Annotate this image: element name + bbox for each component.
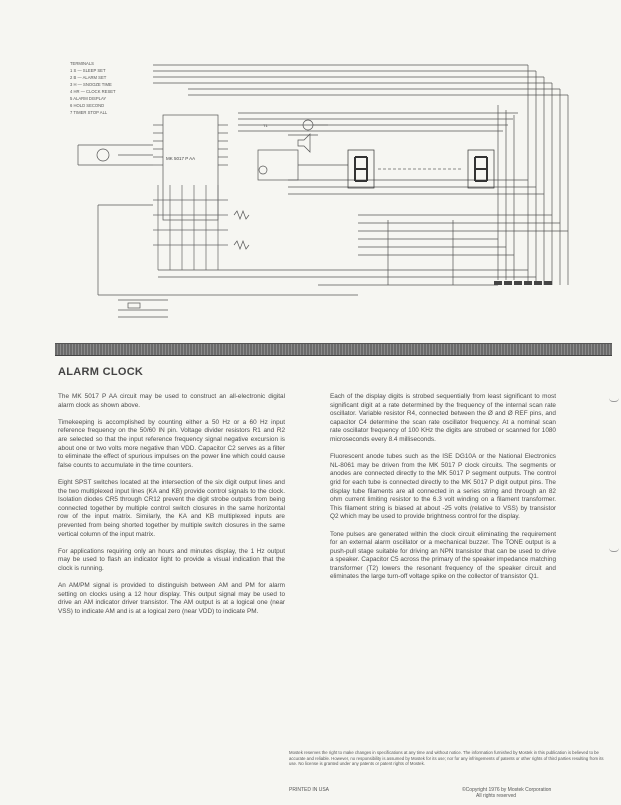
legend-item: 6 HOLD SECOND [70, 103, 105, 108]
left-text-column [58, 393, 285, 625]
legend-item: 2 B — ALARM SET [70, 75, 107, 80]
schematic-legend [70, 60, 190, 116]
section-divider-band [55, 343, 612, 356]
copyright-line: All rights reserved [476, 793, 517, 799]
right-text-column [330, 393, 556, 591]
legend-item: 5 ALARM DISPLAY [70, 96, 107, 101]
legal-notice: Mostek reserves the right to make changes in specifications at any time and without notice. The information furnished by Mostek in this publication is believed to be accurate and reliable. However, no responsibility is assumed by Mostek for its use; nor for any infringements of patents or other rights of third parties resulting from its use. No license is granted under any patents or patent rights of Mostek. [289, 750, 604, 767]
legend-item: 1 S — SLEEP SET [70, 68, 106, 73]
paragraph: The MK 5017 P AA circuit may be used to construct an all-electronic digital alarm clock as shown above. [58, 393, 285, 409]
paragraph: Each of the display digits is strobed sequentially from least significant to most significant digit at a rate determined by the frequency of the internal scan rate oscillator. Variable resistor R4, connected between the Ø and Ø REF pins, and capacitor C4 determine the scan rate oscillator frequency. At a nominal scan rate oscillator frequency of 100 KHz the digits are strobed or scanned for 1080 microseconds every 8.4 milliseconds. [330, 393, 556, 443]
legend-item: TERMINALS [70, 61, 94, 66]
chip-label: MK 5017 P AA [166, 156, 196, 161]
legend-item: 3 H — SNOOZE TIME [70, 82, 112, 87]
paragraph: Fluorescent anode tubes such as the ISE DG10A or the National Electronics NL-8061 may be driven from the MK 5017 P clock circuits. The segments or anodes are connected directly to the MK 5017 P segment outputs. The control grid for each tube is connected directly to the MK 5017 P digit output pins. The display tube filaments are all connected in a series string and through an 82 ohm current limiting resistor to the 6.3 volt winding on a filament transformer. This filament string is biased at about -25 volts (relative to VSS) by transistor Q2 which may be used to provide brightness control for the display. [330, 453, 556, 521]
legend-item: 4 HR — CLOCK RESET [70, 89, 116, 94]
printed-in-usa: PRINTED IN USA [289, 787, 330, 793]
copyright-line: ©Copyright 1976 by Mostek Corporation [462, 787, 552, 793]
copyright-notice [462, 787, 592, 799]
digit-display-left [348, 150, 374, 188]
transformer-label: T1 [263, 123, 268, 128]
section-title: ALARM CLOCK [58, 366, 144, 378]
digit-display-right [468, 150, 494, 188]
paragraph: Tone pulses are generated within the clock circuit eliminating the requirement for an external alarm oscillator or a mechanical buzzer. The TONE output is a push-pull stage suitable for driving an NPN transistor that can be used to drive a speaker. Capacitor C5 across the primary of the speaker impedance matching transformer (T2) lowers the resonant frequency of the speaker circuit and eliminates the large turn-off voltage spike on the collector of transistor Q1. [330, 530, 556, 581]
paragraph: Eight SPST switches located at the intersection of the six digit output lines and the two multiplexed input lines (KA and KB) provide control signals to the clock. Isolation diodes CR5 through CR12 prevent the digit strobe outputs from being connected together by multiple control switch closures in the same horizontal row of the input matrix. Similarly, the KA and KB multiplexed inputs are prevented from being shorted together by multiple switch closures in the same vertical column of the input matrix. [58, 478, 285, 538]
paragraph: Timekeeping is accomplished by counting either a 50 Hz or a 60 Hz input reference frequency on the 50/60 IN pin. Voltage divider resistors R1 and R2 are selected so that the input reference frequency signal negative excursion is about one or two volts more negative than VDD. Capacitor C2 serves as a filter to eliminate the effect of spurious impulses on the power line which could cause false counts to accumulate in the time counters. [58, 418, 285, 469]
paragraph: For applications requiring only an hours and minutes display, the 1 Hz output may be used to flash an indicator light to provide a visual indication that the clock is running. [58, 547, 285, 572]
legend-item: 7 TIMER STOP ALL [70, 110, 108, 115]
scan-edge-mark [609, 398, 619, 402]
paragraph: An AM/PM signal is provided to distinguish between AM and PM for alarm setting on clocks using a 12 hour display. This output signal may be used to drive an AM indicator driver transistor. The AM output is at a logical one (near VSS) to indicate AM and is at a logical zero (near VDD) to indicate PM. [58, 582, 285, 615]
scan-edge-mark [609, 548, 619, 552]
